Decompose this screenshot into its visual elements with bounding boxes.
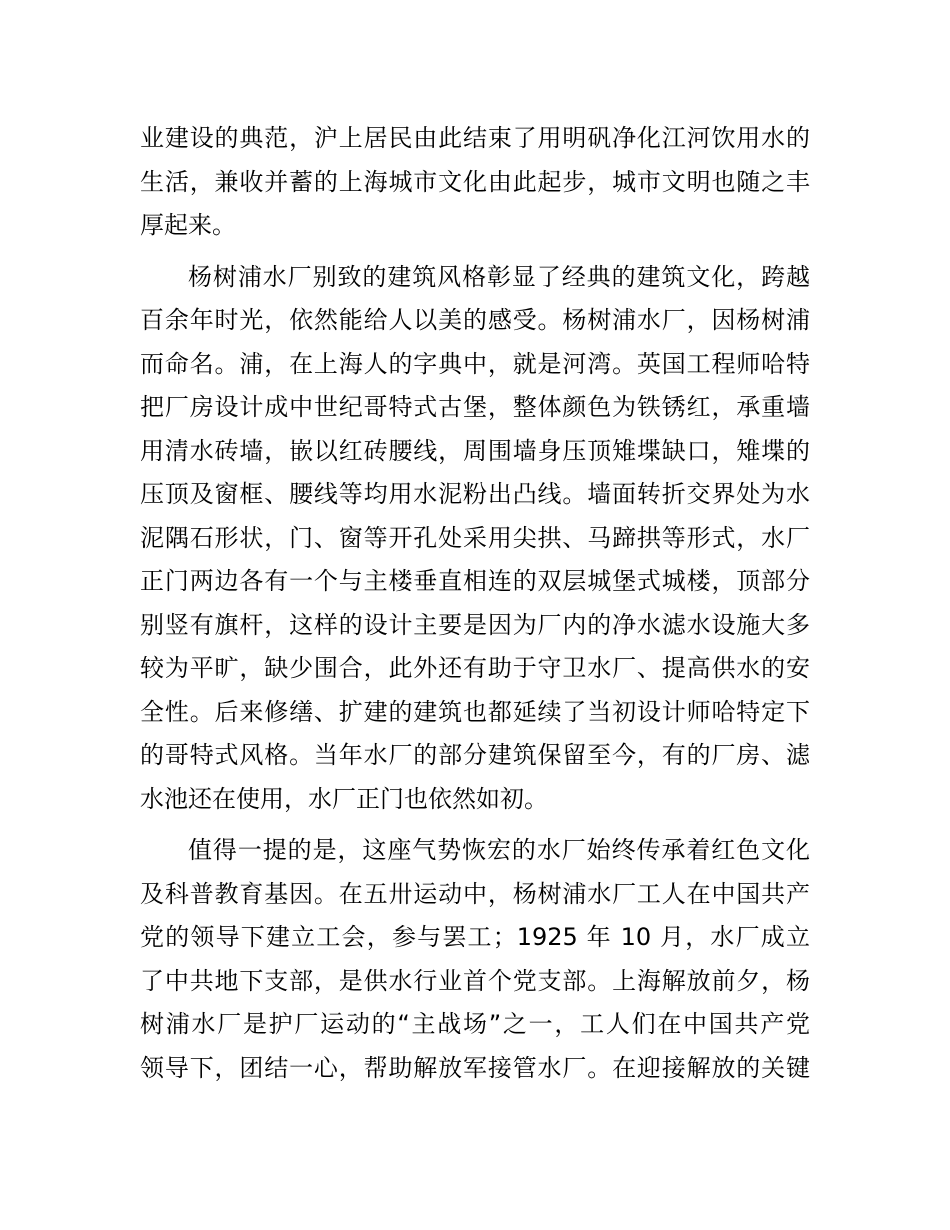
text-line: 较为平旷，缺少围合，此外还有助于守卫水厂、提高供水的安 xyxy=(140,654,810,682)
text-line: 领导下，团结一心，帮助解放军接管水厂。在迎接解放的关键 xyxy=(140,1053,810,1082)
text-line: 的哥特式风格。当年水厂的部分建筑保留至今，有的厂房、滤 xyxy=(140,741,810,769)
text-line: 别竖有旗杆，这样的设计主要是因为厂内的净水滤水设施大多 xyxy=(140,610,810,639)
text-line: 了中共地下支部，是供水行业首个党支部。上海解放前夕，杨 xyxy=(140,966,810,995)
text-line: 用清水砖墙，嵌以红砖腰线，周围墙身压顶雉堞缺口，雉堞的 xyxy=(140,436,810,465)
text-line: 把厂房设计成中世纪哥特式古堡，整体颜色为铁锈红，承重墙 xyxy=(140,393,810,421)
text-line: 党的领导下建立工会，参与罢工；1925 年 10 月，水厂成立 xyxy=(140,923,810,951)
text-line: 正门两边各有一个与主楼垂直相连的双层城堡式城楼，顶部分 xyxy=(140,567,810,595)
text-line: 值得一提的是，这座气势恢宏的水厂始终传承着红色文化 xyxy=(188,836,810,864)
paragraph-3 xyxy=(140,829,810,1090)
paragraph-1 xyxy=(140,117,810,248)
text-line: 而命名。浦，在上海人的字典中，就是河湾。英国工程师哈特 xyxy=(140,349,810,378)
paragraph-2 xyxy=(140,256,810,822)
text-line: 杨树浦水厂别致的建筑风格彰显了经典的建筑文化，跨越 xyxy=(188,262,810,291)
text-line: 全性。后来修缮、扩建的建筑也都延续了当初设计师哈特定下 xyxy=(140,697,810,726)
text-line: 水池还在使用，水厂正门也依然如初。 xyxy=(140,784,548,813)
text-line: 树浦水厂是护厂运动的“主战场”之一，工人们在中国共产党 xyxy=(140,1010,810,1038)
text-line: 压顶及窗框、腰线等均用水泥粉出凸线。墙面转折交界处为水 xyxy=(140,480,810,508)
text-line: 及科普教育基因。在五卅运动中，杨树浦水厂工人在中国共产 xyxy=(140,879,810,908)
text-line: 百余年时光，依然能给人以美的感受。杨树浦水厂，因杨树浦 xyxy=(140,306,810,334)
document-body xyxy=(140,117,810,1098)
text-line: 厚起来。 xyxy=(140,211,236,239)
text-line: 业建设的典范，沪上居民由此结束了用明矾净化江河饮用水的 xyxy=(140,124,810,152)
text-line: 泥隅石形状，门、窗等开孔处采用尖拱、马蹄拱等形式，水厂 xyxy=(140,523,810,552)
text-line: 生活，兼收并蓄的上海城市文化由此起步，城市文明也随之丰 xyxy=(140,167,810,196)
